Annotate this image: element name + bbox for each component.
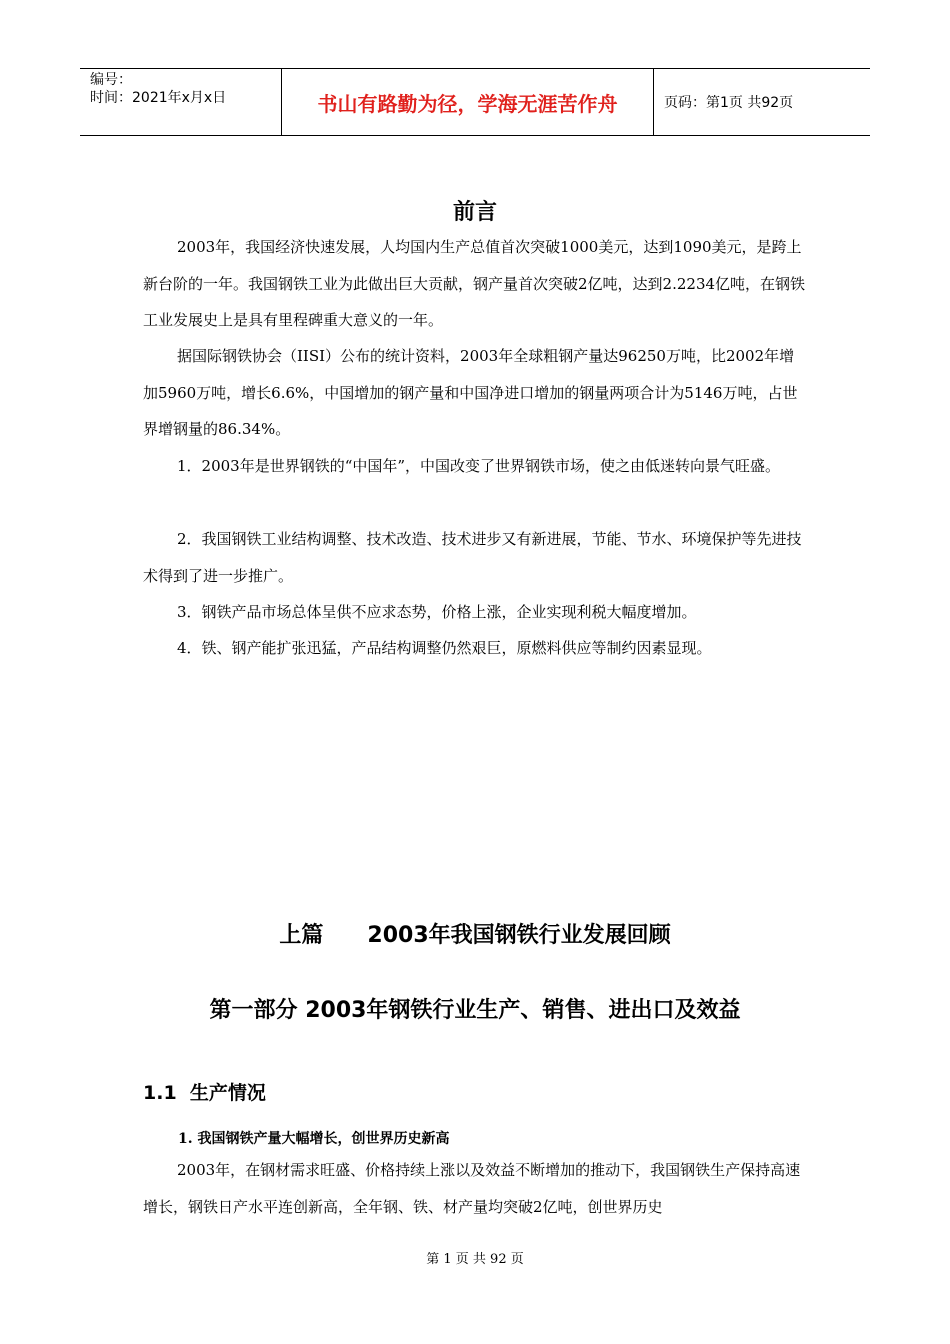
preface-paragraph-2: 据国际钢铁协会（IISI）公布的统计资料，2003年全球粗钢产量达96250万吨，比2002年增加5960万吨，增长6.6%，中国增加的钢产量和中国净进口增加的钢量两项合计为5146万吨，占世界增钢量的86.34%。 [143,347,798,438]
page-footer: 第 1 页 共 92 页 [426,1252,524,1267]
preface-paragraph-4: 2．我国钢铁工业结构调整、技术改造、技术进步又有新进展，节能、节水、环境保护等先进技术得到了进一步推广。 [143,530,802,585]
preface-paragraph-6: 4．铁、钢产能扩张迅猛，产品结构调整仍然艰巨，原燃料供应等制约因素显现。 [177,639,712,657]
header-motto: 书山有路勤为径，学海无涯苦作舟 [281,69,654,135]
section-paragraph: 2003年，在钢材需求旺盛、价格持续上涨以及效益不断增加的推动下，我国钢铁生产保持高速增长，钢铁日产水平连创新高，全年钢、铁、材产量均突破2亿吨，创世界历史 [143,1161,801,1216]
number-label: 编号： [90,72,132,88]
upper-part-title: 2003年我国钢铁行业发展回顾 [367,923,671,948]
header-meta [80,69,281,135]
preface-paragraph-5: 3．钢铁产品市场总体呈供不应求态势，价格上涨，企业实现利税大幅度增加。 [177,603,697,621]
section-number: 1.1 [143,1082,177,1104]
time-label: 时间：2021年x月x日 [90,90,227,106]
preface-title: 前言 [452,200,497,225]
upper-part-label: 上篇 [279,923,324,948]
page-header [80,68,870,136]
section-title: 生产情况 [189,1082,266,1104]
upper-part-heading [0,918,950,949]
part-one-title: 第一部分 2003年钢铁行业生产、销售、进出口及效益 [209,998,741,1023]
header-page-info: 页码：第1页 共92页 [664,95,794,111]
preface-paragraph-3: 1．2003年是世界钢铁的“中国年”，中国改变了世界钢铁市场，使之由低迷转向景气旺盛。 [177,457,781,475]
subheading: 1. 我国钢铁产量大幅增长，创世界历史新高 [178,1131,450,1147]
section-heading [143,1078,266,1105]
preface-paragraph-1: 2003年，我国经济快速发展，人均国内生产总值首次突破1000美元，达到1090美元，是跨上新台阶的一年。我国钢铁工业为此做出巨大贡献，钢产量首次突破2亿吨，达到2.2234亿吨，在钢铁工业发展史上是具有里程碑重大意义的一年。 [143,238,806,329]
